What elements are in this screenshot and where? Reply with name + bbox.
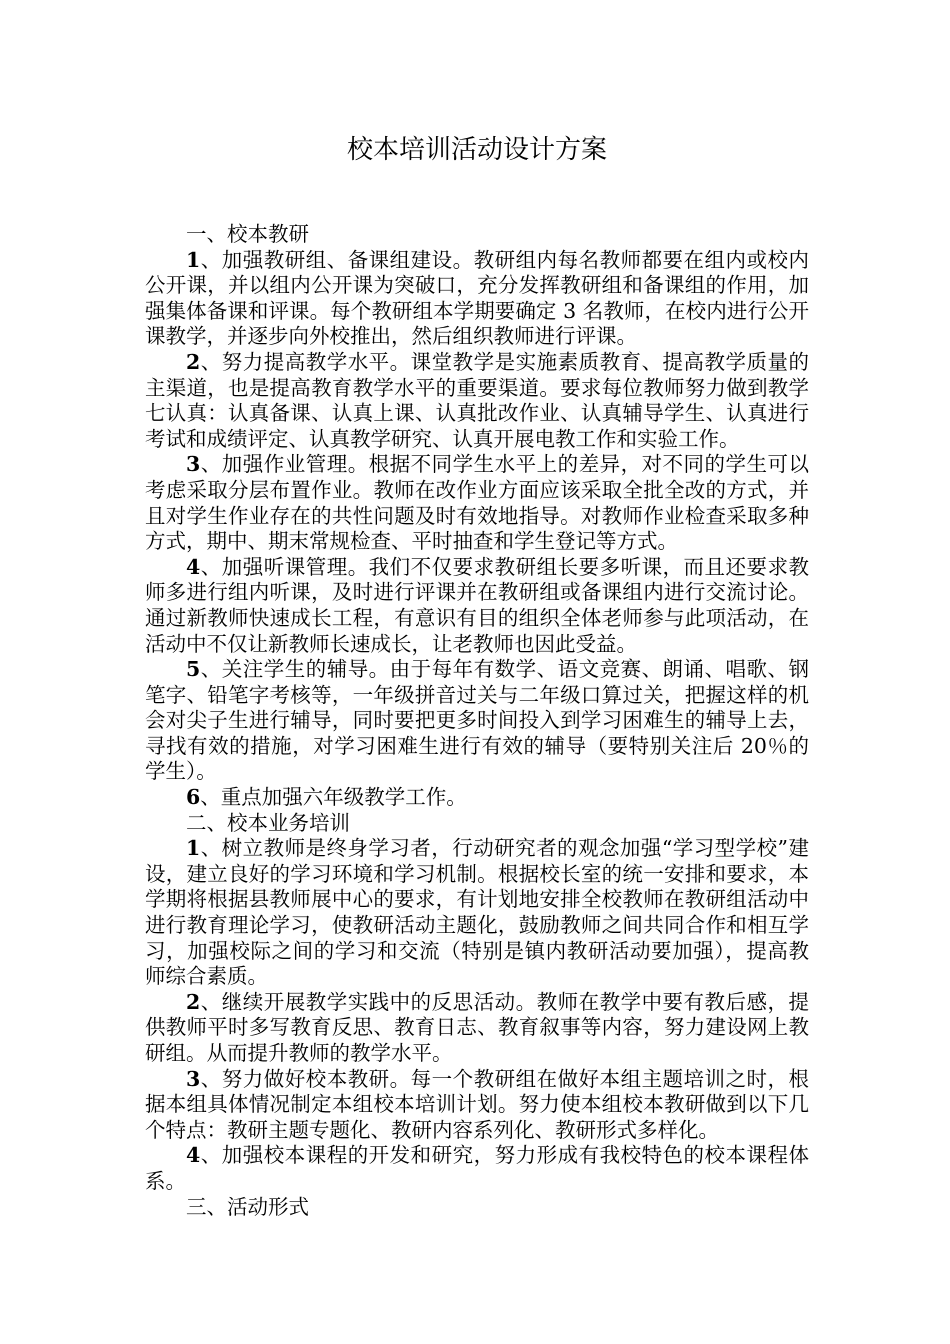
paragraph-text: 、努力做好校本教研。每一个教研组在做好本组主题培训之时，根据本组具体情况制定本组校本培训计划。努力使本组校本教研做到以下几个特点：教研主题专题化、教研内容系列化、教研形式多样化。 — [145, 1066, 809, 1142]
paragraph — [145, 785, 809, 811]
paragraph-text: 、努力提高教学水平。课堂教学是实施素质教育、提高教学质量的主渠道，也是提高教育教学水平的重要渠道。要求每位教师努力做到教学七认真：认真备课、认真上课、认真批改作业、认真辅导学生、认真进行考试和成绩评定、认真教学研究、认真开展电教工作和实验工作。 — [145, 349, 809, 451]
document-title: 校本培训活动设计方案 — [346, 135, 607, 165]
section-heading: 三、活动形式 — [186, 1194, 309, 1219]
paragraph-text: 、继续开展教学实践中的反思活动。教师在教学中要有教后感，提供教师平时多写教育反思、教育日志、教育叙事等内容，努力建设网上教研组。从而提升教师的教学水平。 — [145, 989, 809, 1065]
item-number: 2 — [186, 989, 201, 1014]
paragraph-text: 、关注学生的辅导。由于每年有数学、语文竞赛、朗诵、唱歌、钢笔字、铅笔字考核等，一年级拼音过关与二年级口算过关，把握这样的机会对尖子生进行辅导，同时要把更多时间投入到学习困难生的辅导上去，寻找有效的措施，对学习困难生进行有效的辅导（要特别关注后 20％的学生）。 — [145, 657, 809, 784]
paragraph-text: 、加强教研组、备课组建设。教研组内每名教师都要在组内或校内公开课，并以组内公开课为突破口，充分发挥教研组和备课组的作用，加强集体备课和评课。每个教研组本学期要确定 3 名教师，在校内进行公开课教学，并逐步向外校推出，然后组织教师进行评课。 — [145, 247, 809, 349]
item-number: 6 — [186, 785, 201, 810]
paragraph — [145, 350, 809, 452]
paragraph — [145, 452, 809, 554]
paragraph-text: 、加强听课管理。我们不仅要求教研组长要多听课，而且还要求教师多进行组内听课，及时进行评课并在教研组或备课组内进行交流讨论。通过新教师快速成长工程，有意识有目的组织全体老师参与此项活动，在活动中不仅让新教师长速成长，让老教师也因此受益。 — [145, 554, 809, 656]
paragraph-text: 、重点加强六年级教学工作。 — [200, 785, 467, 810]
item-number: 4 — [186, 1143, 201, 1168]
section-heading: 一、校本教研 — [186, 222, 309, 246]
item-number: 4 — [186, 554, 201, 579]
paragraph-text: 、加强作业管理。根据不同学生水平上的差异，对不同的学生可以考虑采取分层布置作业。教师在改作业方面应该采取全批全改的方式，并且对学生作业存在的共性问题及时有效地指导。对教师作业检查采取多种方式，期中、期末常规检查、平时抽查和学生登记等方式。 — [145, 452, 809, 554]
paragraph — [145, 990, 809, 1067]
paragraph-text: 、加强校本课程的开发和研究，努力形成有我校特色的校本课程体系。 — [145, 1143, 809, 1193]
paragraph — [145, 657, 809, 785]
item-number: 3 — [186, 1066, 201, 1091]
item-number: 3 — [186, 452, 201, 477]
paragraph — [145, 1143, 809, 1194]
section-heading: 二、校本业务培训 — [186, 810, 350, 835]
item-number: 1 — [186, 247, 201, 272]
document-body — [145, 222, 809, 1220]
item-number: 1 — [186, 836, 201, 861]
paragraph-text: 、树立教师是终身学习者，行动研究者的观念加强“学习型学校”建设，建立良好的学习环境和学习机制。根据校长室的统一安排和要求，本学期将根据县教师展中心的要求，有计划地安排全校教师在教研组活动中进行教育理论学习，使教研活动主题化，鼓励教师之间共同合作和相互学习，加强校际之间的学习和交流（特别是镇内教研活动要加强），提高教师综合素质。 — [145, 836, 809, 989]
paragraph — [145, 555, 809, 657]
paragraph — [145, 836, 809, 990]
paragraph — [145, 248, 809, 350]
item-number: 2 — [186, 349, 201, 374]
item-number: 5 — [186, 657, 201, 682]
document-page — [145, 130, 809, 1220]
paragraph — [145, 1067, 809, 1144]
